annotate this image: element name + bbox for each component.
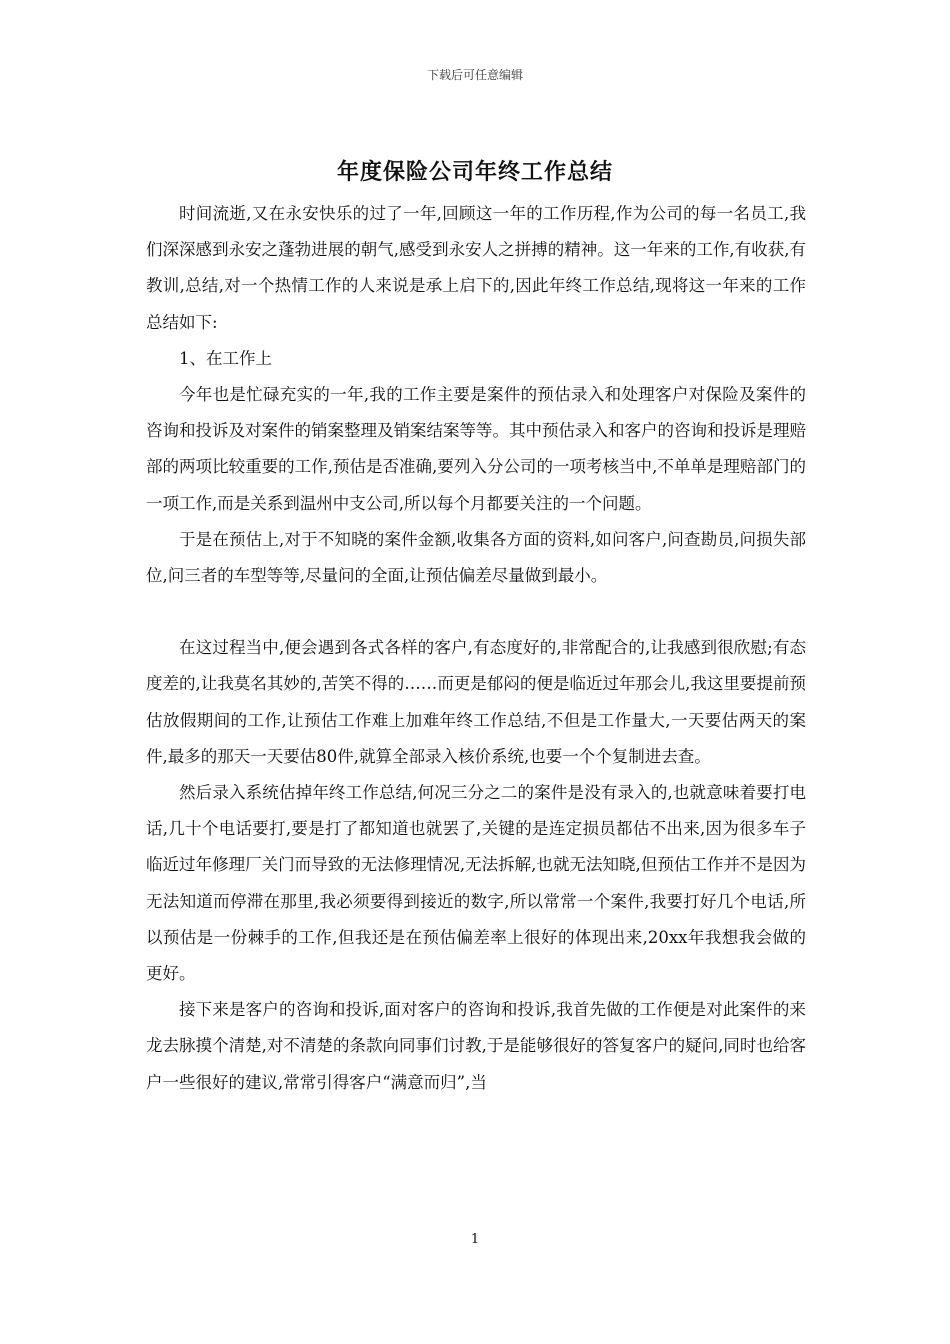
paragraph-customers: 在这过程当中,便会遇到各式各样的客户,有态度好的,非常配合的,让我感到很欣慰;有态度差的,让我莫名其妙的,苦笑不得的……而更是郁闷的便是临近过年那会儿,我这里要提前预估放假期间的工作,让预估工作难上加难年终工作总结,不但是工作量大,一天要估两天的案件,最多的那天一天要估80件,就算全部录入核价系统,也要一个个复制进去查。 (146, 638, 806, 766)
paragraph-estimation: 于是在预估上,对于不知晓的案件金额,收集各方面的资料,如问客户,问查勘员,问损失部位,问三者的车型等等,尽量问的全面,让预估偏差尽量做到最小。 (146, 529, 806, 586)
paragraph-intro: 时间流逝,又在永安快乐的过了一年,回顾这一年的工作历程,作为公司的每一名员工,我们深深感到永安之蓬勃进展的朝气,感受到永安人之拼搏的精神。这一年来的工作,有收获,有教训,总结,对一个热情工作的人来说是承上启下的,因此年终工作总结,现将这一年来的工作总结如下: (146, 204, 806, 332)
header-note: 下载后可任意编辑 (426, 68, 523, 82)
document-body (146, 196, 806, 1101)
page-number: 1 (470, 1232, 480, 1247)
paragraph-complaints: 接下来是客户的咨询和投诉,面对客户的咨询和投诉,我首先做的工作便是对此案件的来龙去脉摸个清楚,对不清楚的条款向同事们讨教,于是能够很好的答复客户的疑问,同时也给客户一些很好的建议,常常引得客户“满意而归”,当 (146, 1000, 806, 1092)
paragraph-work-overview: 今年也是忙碌充实的一年,我的工作主要是案件的预估录入和处理客户对保险及案件的咨询和投诉及对案件的销案整理及销案结案等等。其中预估录入和客户的咨询和投诉是理赔部的两项比较重要的工作,预估是否准确,要列入分公司的一项考核当中,不单单是理赔部门的一项工作,而是关系到温州中支公司,所以每个月都要关注的一个问题。 (146, 385, 806, 513)
section-heading-work: 1、在工作上 (179, 348, 272, 368)
document-title: 年度保险公司年终工作总结 (336, 159, 613, 185)
paragraph-system-entry: 然后录入系统估掉年终工作总结,何况三分之二的案件是没有录入的,也就意味着要打电话,几十个电话要打,要是打了都知道也就罢了,关键的是连定损员都估不出来,因为很多车子临近过年修理厂关门而导致的无法修理情况,无法拆解,也就无法知晓,但预估工作并不是因为无法知道而停滞在那里,我必须要得到接近的数字,所以常常一个案件,我要打好几个电话,所以预估是一份棘手的工作,但我还是在预估偏差率上很好的体现出来,20xx年我想我会做的更好。 (146, 783, 806, 984)
